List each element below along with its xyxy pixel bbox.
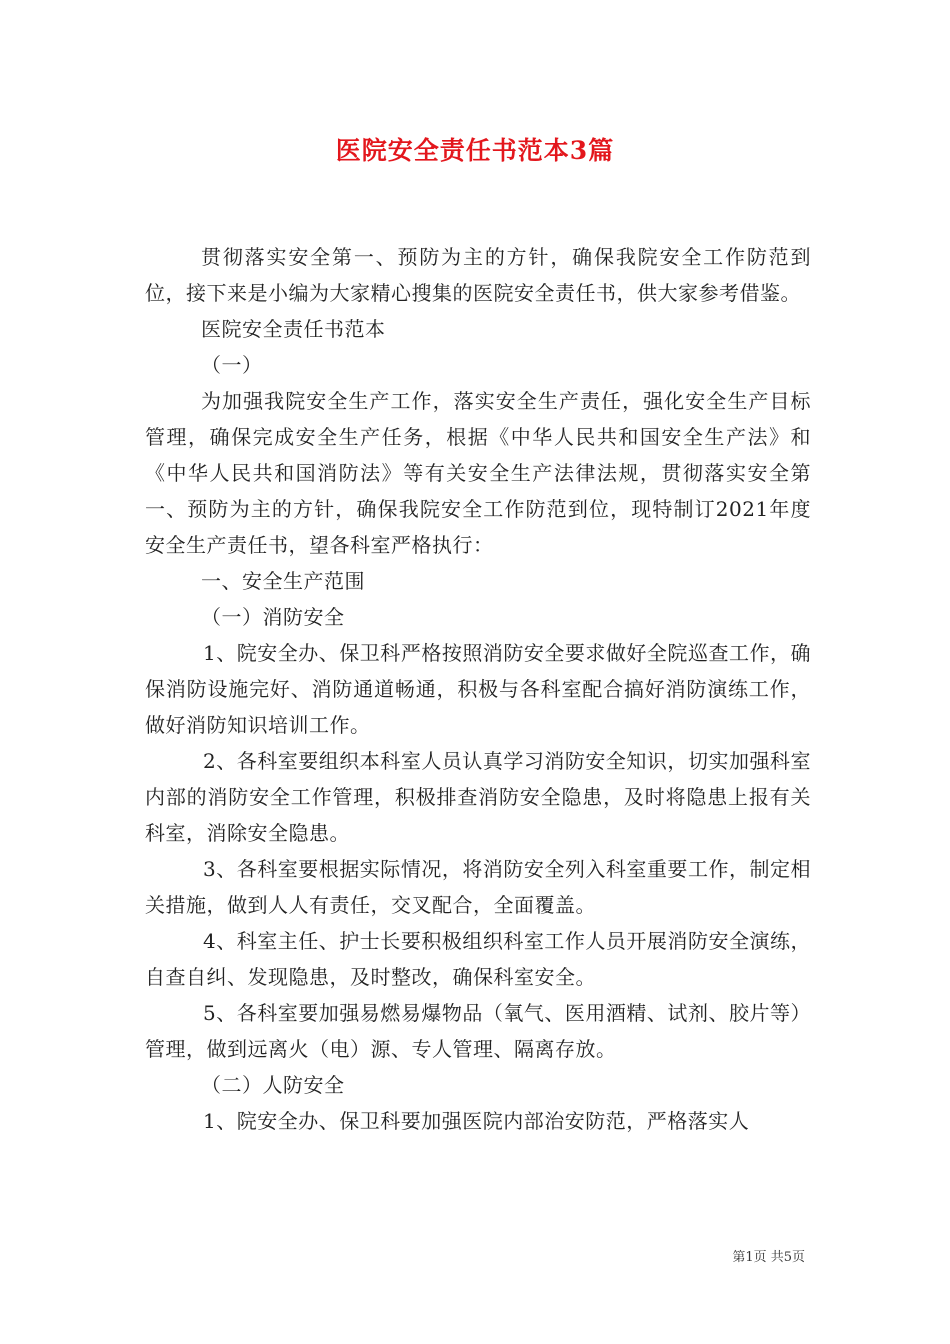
document-body (145, 239, 811, 1139)
list-item: 2、各科室要组织本科室人员认真学习消防安全知识，切实加强科室内部的消防安全工作管理，积极排查消防安全隐患，及时将隐患上报有关科室，消除安全隐患。 (145, 749, 811, 845)
intro-paragraph: 贯彻落实安全第一、预防为主的方针，确保我院安全工作防范到位，接下来是小编为大家精心搜集的医院安全责任书，供大家参考借鉴。 (145, 245, 811, 305)
subsection-heading-civil: （二）人防安全 (201, 1073, 345, 1097)
document-title: 医院安全责任书范本3篇 (335, 136, 615, 165)
preamble-paragraph: 为加强我院安全生产工作，落实安全生产责任，强化安全生产目标管理，确保完成安全生产任务，根据《中华人民共和国安全生产法》和《中华人民共和国消防法》等有关安全生产法律法规，贯彻落实安全第一、预防为主的方针，确保我院安全工作防范到位，现特制订2021年度安全生产责任书，望各科室严格执行： (145, 389, 811, 557)
subsection-heading-fire: （一）消防安全 (201, 605, 345, 629)
subsection-number: （一） (201, 353, 263, 377)
section-heading: 医院安全责任书范本 (201, 317, 386, 341)
list-item: 3、各科室要根据实际情况，将消防安全列入科室重要工作，制定相关措施，做到人人有责任，交叉配合，全面覆盖。 (145, 857, 811, 917)
list-item: 1、院安全办、保卫科要加强医院内部治安防范，严格落实人 (203, 1109, 750, 1133)
chapter-heading: 一、安全生产范围 (201, 569, 365, 593)
list-item: 5、各科室要加强易燃易爆物品（氧气、医用酒精、试剂、胶片等）管理，做到远离火（电）源、专人管理、隔离存放。 (145, 1001, 811, 1061)
list-item: 1、院安全办、保卫科严格按照消防安全要求做好全院巡查工作，确保消防设施完好、消防通道畅通，积极与各科室配合搞好消防演练工作，做好消防知识培训工作。 (145, 641, 811, 737)
page-number: 第1页 共5页 (732, 1250, 805, 1265)
list-item: 4、科室主任、护士长要积极组织科室工作人员开展消防安全演练，自查自纠、发现隐患，及时整改，确保科室安全。 (145, 929, 811, 989)
